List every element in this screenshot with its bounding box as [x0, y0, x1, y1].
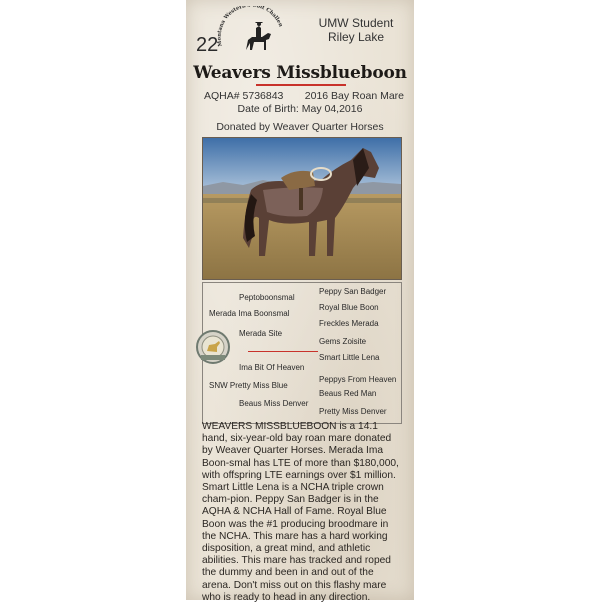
title-underline [256, 84, 346, 86]
pedigree-name: Royal Blue Boon [319, 303, 379, 312]
pedigree-sire: Peptoboonsmal [239, 293, 295, 302]
pedigree-name: Ima Bit Of Heaven [239, 363, 305, 372]
sale-catalog-card [186, 0, 414, 603]
horse-description: 2016 Bay Roan Mare [304, 90, 404, 102]
pedigree-dam: Smart Little Lena [319, 353, 380, 362]
aqha-number: AQHA# 5736843 [204, 90, 284, 102]
student-name: Riley Lake [327, 30, 385, 44]
horse-name: Weavers Missblueboon [193, 63, 407, 83]
pedigree-name: Peppy San Badger [319, 287, 387, 296]
pedigree-name: SNW Pretty Miss Blue [209, 381, 288, 390]
logo-arc-text: Montana Western olt Challen [216, 6, 284, 47]
pedigree-name: Merada Site [239, 329, 283, 338]
seal-badge-icon [195, 329, 231, 365]
lot-number: 22 [196, 34, 219, 56]
student-info [306, 16, 406, 44]
pedigree-name: Pretty Miss Denver [319, 407, 387, 416]
pedigree-chart [202, 282, 402, 424]
pedigree-name: Peppys From Heaven [319, 375, 397, 384]
pedigree-name: Beaus Miss Denver [239, 399, 309, 408]
registration-row [204, 90, 404, 102]
pedigree-name: Freckles Merada [319, 319, 379, 328]
student-label: UMW Student [318, 16, 394, 30]
horse-photo [202, 137, 402, 280]
colt-challenge-logo [216, 6, 286, 56]
horse-description-paragraph: WEAVERS MISSBLUEBOON is a 14.1 hand, six-year-old bay roan mare donated by Weaver Quarter Horses. Merada Ima Boon-smal has LTE of more than $180,000, with offspring LTE earnings over $1 million. Smart Little Lena is a NCHA triple crown cham-pion. Peppy San Badger is in the AQHA & NCHA Hall of Fame. Royal Blue Boon was the #1 producing broodmare in the NCHA. This mare has a hard working disposition, a great mind, and athletic abilities. This mare has tracked and roped the dummy and been in and out of the arena. Don't miss out on this flashy mare who is ready to head in any direction. [202, 421, 399, 603]
cowboy-rider-icon [216, 6, 286, 56]
pedigree-name: Merada Ima Boonsmal [209, 309, 290, 318]
donor-line: Donated by Weaver Quarter Horses [216, 121, 384, 133]
pedigree-divider [248, 351, 318, 352]
pedigree-name: Gems Zoisite [319, 337, 367, 346]
pedigree-name: Beaus Red Man [319, 389, 377, 398]
date-of-birth: Date of Birth: May 04,2016 [237, 103, 363, 115]
